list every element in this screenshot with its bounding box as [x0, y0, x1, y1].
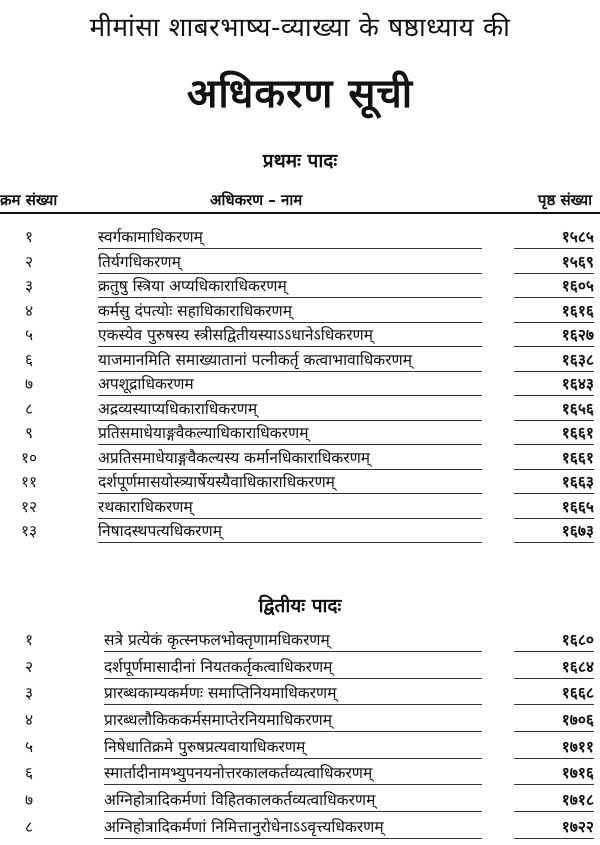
item-number: ५ [24, 737, 34, 756]
list-item [0, 443, 600, 468]
item-page: १६५६ [514, 397, 594, 421]
item-name: अप्रतिसमाधेयाङ्गवैकल्यस्य कर्मानधिकाराधिकरणम् [98, 446, 482, 470]
list-item [0, 320, 600, 345]
item-name: दर्शपूर्णमासादीनां नियतकर्तृकत्वाधिकरणम् [104, 655, 482, 679]
item-number: ३ [24, 684, 34, 703]
item-number: ५ [24, 326, 34, 344]
item-number: १३ [20, 522, 38, 540]
item-name: प्रतिसमाधेयाङ्गवैकल्याधिकाराधिकरणम् [98, 421, 482, 445]
list-item [0, 369, 600, 394]
item-number: ९ [24, 424, 34, 442]
item-name: एकस्येव पुरुषस्य स्त्रीसद्वितीयस्याऽऽधानेऽधिकरणम् [98, 323, 482, 347]
item-number: ८ [24, 817, 34, 836]
item-name: निषेधातिक्रमे पुरुषप्रत्यवायाधिकरणम् [104, 735, 482, 759]
item-page: १५८५ [514, 225, 594, 249]
item-name: तिर्यगधिकरणम् [98, 250, 482, 274]
list-item [0, 705, 600, 732]
list-item [0, 467, 600, 492]
list-item [0, 394, 600, 419]
list-item [0, 345, 600, 370]
second-pada-list [0, 625, 600, 839]
item-name: कर्मसु दंपत्योः सहाधिकाराधिकरणम् [98, 299, 482, 323]
list-item [0, 492, 600, 517]
item-name: अपशूद्राधिकरणम [98, 372, 482, 396]
item-number: १२ [20, 497, 38, 516]
list-item [0, 625, 600, 652]
item-number: ४ [24, 301, 34, 320]
item-page: १६०५ [514, 274, 594, 298]
list-item [0, 785, 600, 812]
item-name: दर्शपूर्णमासयोस्त्र्यार्षेयस्यैवाधिकाराधिकरणम् [98, 470, 482, 494]
column-header-page: पृष्ठ संख्या [537, 191, 592, 209]
list-item [0, 247, 600, 272]
item-number: ११ [20, 473, 38, 491]
list-item [0, 812, 600, 839]
item-number: ७ [24, 375, 34, 393]
item-number: ७ [24, 791, 34, 810]
item-number: ६ [24, 350, 34, 369]
item-page: १६२७ [514, 323, 594, 347]
item-page: १७०६ [514, 708, 594, 732]
list-item [0, 222, 600, 247]
list-item [0, 732, 600, 759]
item-page: १६६५ [514, 495, 594, 519]
first-pada-list [0, 222, 600, 541]
item-page: १५६९ [514, 250, 594, 274]
page-title: अधिकरण सूची [186, 71, 414, 117]
list-item [0, 418, 600, 443]
section-heading-first-pada: प्रथमः पादः [262, 150, 338, 172]
list-item [0, 296, 600, 321]
item-name: याजमानमिति समाख्यातानां पत्नीकर्तृ कत्वाभावाधिकरणम् [98, 348, 482, 372]
item-page: १६६३ [514, 470, 594, 494]
item-number: ६ [24, 764, 34, 783]
item-page: १६६१ [514, 421, 594, 445]
item-page: १७१८ [514, 788, 594, 812]
item-number: १ [24, 228, 34, 246]
list-item [0, 758, 600, 785]
item-number: ८ [24, 399, 34, 418]
item-page: १६७३ [514, 519, 594, 543]
section-heading-second-pada: द्वितीयः पादः [258, 595, 342, 617]
item-page: १६१६ [514, 299, 594, 323]
list-item [0, 271, 600, 296]
item-name: निषादस्थपत्यधिकरणम् [98, 519, 482, 543]
item-page: १६८४ [514, 655, 594, 679]
item-page: १७११ [514, 735, 594, 759]
item-number: १० [20, 448, 38, 467]
item-name: क्रतुषु स्त्रिया अप्यधिकाराधिकरणम् [98, 274, 482, 298]
list-item [0, 516, 600, 541]
item-name: अद्रव्यस्याप्यधिकाराधिकरणम् [98, 397, 482, 421]
item-name: अग्निहोत्रादिकर्मणां निमित्तानुरोधेनाऽऽवृत्त्यधिकरणम् [104, 815, 482, 839]
item-page: १६४३ [514, 372, 594, 396]
column-header-number: क्रम संख्या [0, 191, 58, 209]
header-rule [0, 212, 600, 214]
item-name: अग्निहोत्रादिकर्मणां विहितकालकर्तव्यत्वाधिकरणम् [104, 788, 482, 812]
item-number: ३ [24, 277, 34, 295]
item-number: २ [24, 252, 34, 271]
column-header-name: अधिकरण – नाम [210, 191, 303, 209]
document-supertitle: मीमांसा शाबरभाष्य-व्याख्या के षष्ठाध्याय की [89, 13, 511, 43]
item-page: १६६१ [514, 446, 594, 470]
item-page: १६३८ [514, 348, 594, 372]
item-name: रथकाराधिकरणम् [98, 495, 482, 519]
item-number: ४ [24, 711, 34, 730]
list-item [0, 678, 600, 705]
item-page: १६६८ [514, 681, 594, 705]
item-name: सत्रे प्रत्येकं कृत्स्नफलभोक्तृणामधिकरणम् [104, 628, 482, 652]
item-page: १७१६ [514, 761, 594, 785]
item-number: १ [24, 631, 34, 649]
item-name: प्रारब्धलौकिककर्मसमाप्तेरनियमाधिकरणम् [104, 708, 482, 732]
item-number: २ [24, 657, 34, 676]
list-item [0, 652, 600, 679]
item-name: स्वर्गकामाधिकरणम् [98, 225, 482, 249]
item-name: स्मार्तादीनामभ्युपनयनोत्तरकालकर्तव्यत्वाधिकरणम् [104, 761, 482, 785]
item-name: प्रारब्धकाम्यकर्मणः समाप्तिनियमाधिकरणम् [104, 681, 482, 705]
item-page: १६८० [514, 628, 594, 652]
item-page: १७२२ [514, 815, 594, 839]
